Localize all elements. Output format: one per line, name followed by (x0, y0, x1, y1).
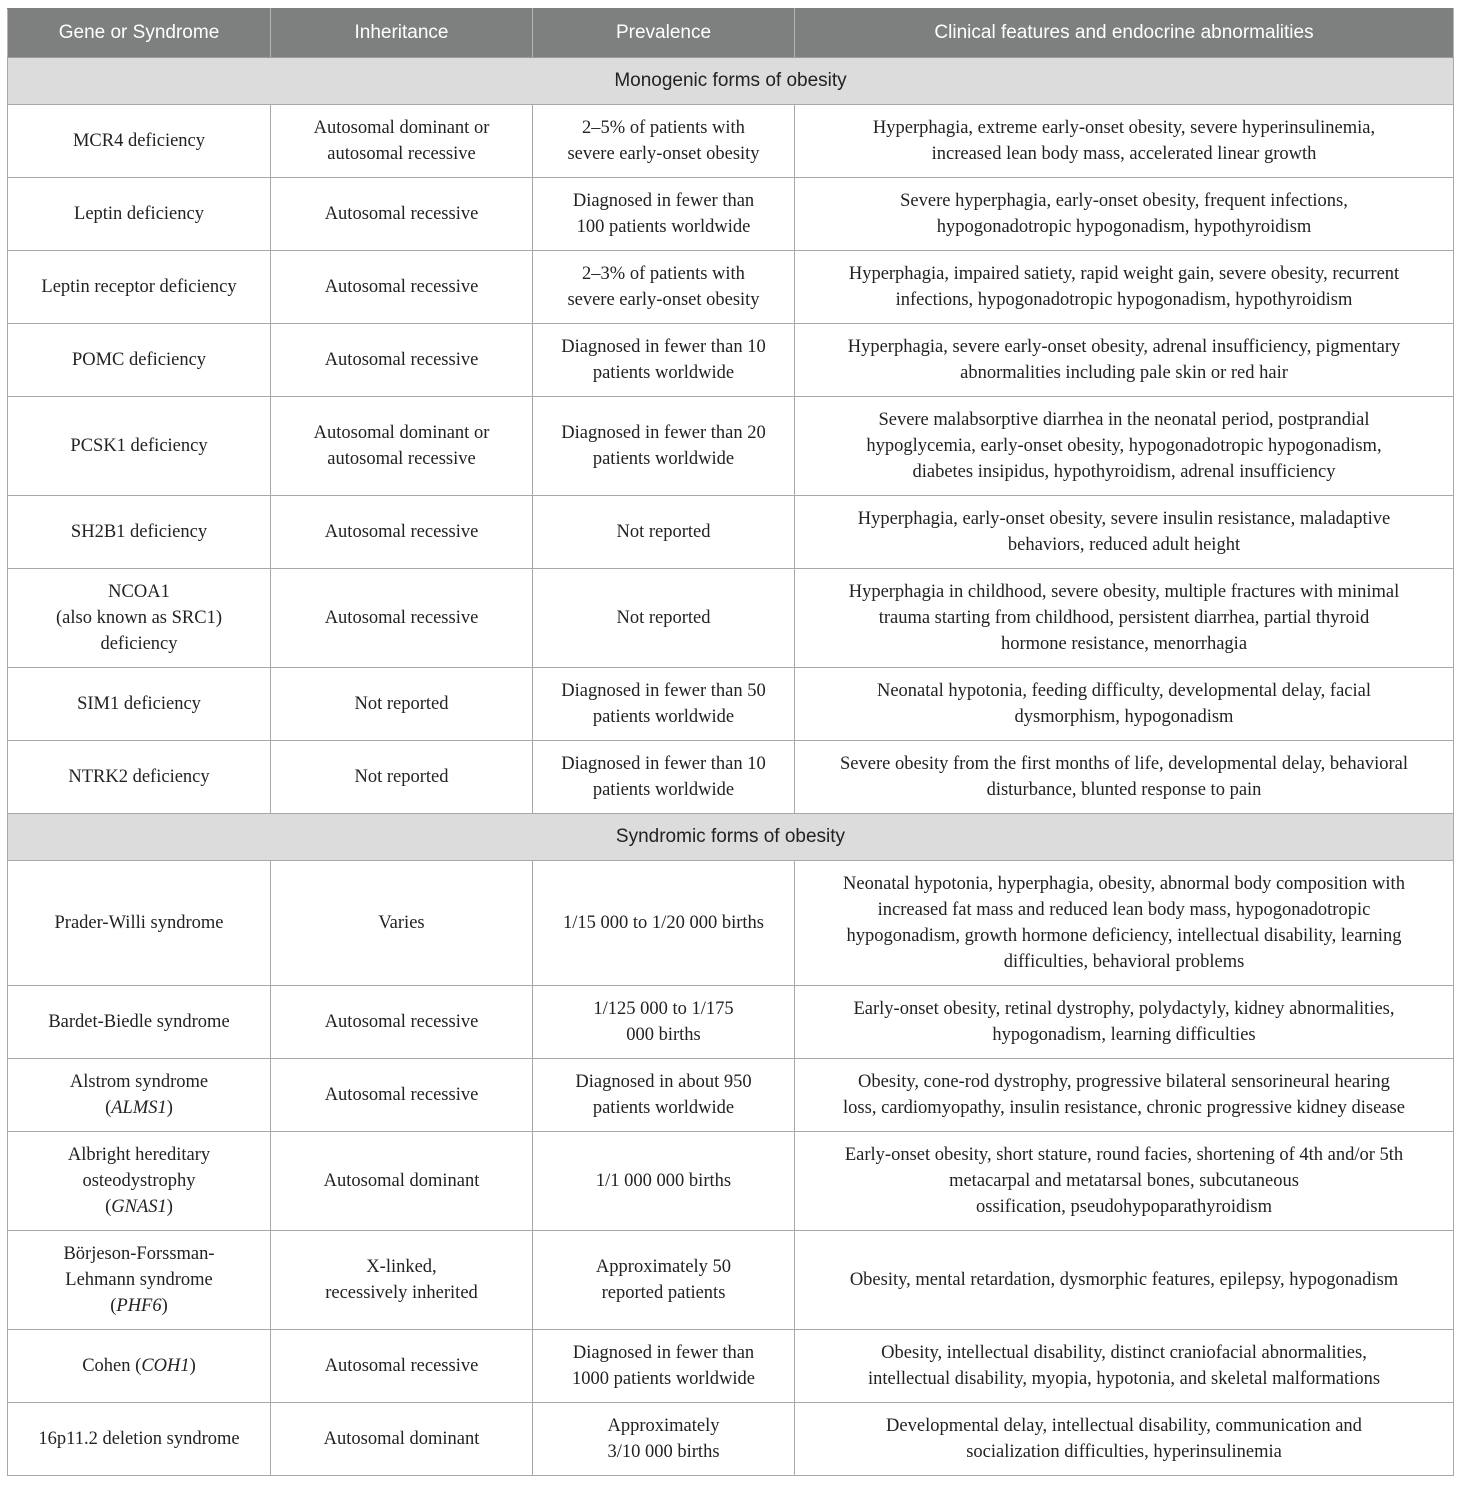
table-row (8, 861, 1454, 986)
gene-cell (8, 105, 271, 178)
cell-line: Autosomal recessive (324, 1012, 479, 1032)
cell-line: disturbance, blunted response to pain (986, 780, 1262, 800)
clinical-features-cell (795, 324, 1454, 397)
header-row (8, 9, 1454, 58)
cell-line: Obesity, mental retardation, dysmorphic features, epilepsy, hypogonadism (849, 1270, 1399, 1290)
gene-cell: Alstrom syndrome (ALMS1) (8, 1059, 271, 1132)
prevalence-cell (533, 251, 795, 324)
inheritance-cell (271, 496, 533, 569)
prevalence-cell (533, 397, 795, 496)
cell-line: Autosomal dominant (323, 1171, 480, 1191)
gene-cell (8, 324, 271, 397)
cell-line: Approximately (607, 1416, 720, 1436)
prevalence-cell (533, 569, 795, 668)
cell-line: Hyperphagia, impaired satiety, rapid weight gain, severe obesity, recurrent (848, 264, 1400, 284)
cell-line: trauma starting from childhood, persistent diarrhea, partial thyroid (878, 608, 1370, 628)
cell-line: Diagnosed in fewer than 20 (561, 423, 766, 443)
table-row (8, 251, 1454, 324)
inheritance-cell (271, 1403, 533, 1476)
cell-line: deficiency (100, 634, 178, 654)
cell-line: Obesity, cone-rod dystrophy, progressive bilateral sensorineural hearing (858, 1072, 1390, 1092)
prevalence-cell (533, 986, 795, 1059)
cell-line: 000 births (626, 1025, 701, 1045)
cell-line: Hyperphagia in childhood, severe obesity, multiple fractures with minimal (848, 582, 1400, 602)
cell-line: 2–5% of patients with (582, 118, 745, 138)
cell-line: intellectual disability, myopia, hypotonia, and skeletal malformations (867, 1369, 1381, 1389)
inheritance-cell (271, 1231, 533, 1330)
cell-line: 100 patients worldwide (576, 217, 751, 237)
cell-line: Diagnosed in fewer than 10 (561, 754, 766, 774)
cell-line: 3/10 000 births (607, 1442, 720, 1462)
header-inheritance: Inheritance (271, 9, 533, 58)
prevalence-cell (533, 496, 795, 569)
cell-line: Lehmann syndrome (65, 1270, 213, 1290)
header-gene: Gene or Syndrome (8, 9, 271, 58)
gene-cell: Börjeson-Forssman- Lehmann syndrome (PHF6) (8, 1231, 271, 1330)
cell-line: Autosomal recessive (324, 522, 479, 542)
cell-line: Börjeson-Forssman- (63, 1244, 215, 1264)
cell-line: increased fat mass and reduced lean body mass, hypogonadotropic (877, 900, 1371, 920)
cell-line: Autosomal recessive (324, 608, 479, 628)
cell-line: Autosomal recessive (324, 350, 479, 370)
clinical-features-cell (795, 569, 1454, 668)
clinical-features-cell (795, 741, 1454, 814)
table-row (8, 105, 1454, 178)
clinical-features-cell (795, 251, 1454, 324)
cell-line: Not reported (616, 522, 711, 542)
prevalence-cell (533, 1231, 795, 1330)
cell-line: Alstrom syndrome (69, 1072, 209, 1092)
prevalence-cell (533, 1403, 795, 1476)
cell-line: Autosomal recessive (324, 1356, 479, 1376)
table-row (8, 668, 1454, 741)
inheritance-cell (271, 1132, 533, 1231)
prevalence-cell (533, 668, 795, 741)
cell-line: PCSK1 deficiency (70, 436, 208, 456)
cell-line: Approximately 50 (595, 1257, 732, 1277)
gene-cell (8, 1403, 271, 1476)
cell-line: (also known as SRC1) (56, 608, 222, 628)
cell-line: Developmental delay, intellectual disability, communication and (886, 1416, 1362, 1436)
table-row (8, 986, 1454, 1059)
clinical-features-cell (795, 1231, 1454, 1330)
cell-line: Leptin deficiency (74, 204, 204, 224)
clinical-features-cell (795, 105, 1454, 178)
cell-line: autosomal recessive (327, 144, 476, 164)
clinical-features-cell (795, 668, 1454, 741)
clinical-features-cell (795, 397, 1454, 496)
table-row (8, 1231, 1454, 1330)
gene-cell: Cohen (COH1) (8, 1330, 271, 1403)
cell-line: Varies (378, 913, 425, 933)
cell-line: 16p11.2 deletion syndrome (38, 1429, 240, 1449)
clinical-features-cell (795, 1403, 1454, 1476)
table-row (8, 1330, 1454, 1403)
prevalence-cell (533, 178, 795, 251)
table-row (8, 1403, 1454, 1476)
clinical-features-cell (795, 178, 1454, 251)
cell-line: autosomal recessive (327, 449, 476, 469)
cell-line: ossification, pseudohypoparathyroidism (976, 1197, 1272, 1217)
cell-line: Diagnosed in fewer than (572, 1343, 755, 1363)
cell-line: hypoglycemia, early-onset obesity, hypogonadotropic hypogonadism, (866, 436, 1382, 456)
cell-line: severe early-onset obesity (567, 290, 760, 310)
cell-line: difficulties, behavioral problems (1003, 952, 1245, 972)
gene-symbol: ALMS1 (111, 1098, 167, 1118)
cell-line: Severe hyperphagia, early-onset obesity, frequent infections, (900, 191, 1348, 211)
cell-line: 1/15 000 to 1/20 000 births (563, 913, 764, 933)
cell-line: patients worldwide (592, 1098, 735, 1118)
cell-line: Autosomal dominant or (313, 423, 490, 443)
cell-line: reported patients (601, 1283, 726, 1303)
table-row (8, 178, 1454, 251)
cell-line: Diagnosed in fewer than 10 (561, 337, 766, 357)
clinical-features-cell (795, 1132, 1454, 1231)
cell-line: patients worldwide (592, 780, 735, 800)
cell-line: Autosomal dominant (323, 1429, 480, 1449)
cell-line: Diagnosed in fewer than (572, 191, 755, 211)
gene-cell (8, 251, 271, 324)
cell-line: 1/125 000 to 1/175 (593, 999, 734, 1019)
section-row (8, 58, 1454, 105)
cell-line: Neonatal hypotonia, hyperphagia, obesity, abnormal body composition with (843, 874, 1405, 894)
prevalence-cell (533, 1059, 795, 1132)
cell-line: patients worldwide (592, 449, 735, 469)
table-row (8, 324, 1454, 397)
section-title: Syndromic forms of obesity (8, 814, 1454, 861)
inheritance-cell (271, 569, 533, 668)
gene-cell (8, 496, 271, 569)
prevalence-cell (533, 324, 795, 397)
header-clinical-features: Clinical features and endocrine abnormalities (795, 9, 1454, 58)
cell-line: hypogonadotropic hypogonadism, hypothyroidism (936, 217, 1312, 237)
cell-line: Cohen (82, 1356, 131, 1376)
inheritance-cell (271, 178, 533, 251)
cell-line: Hyperphagia, early-onset obesity, severe insulin resistance, maladaptive (857, 509, 1391, 529)
cell-line: Leptin receptor deficiency (41, 277, 237, 297)
cell-line: Early-onset obesity, retinal dystrophy, polydactyly, kidney abnormalities, (853, 999, 1395, 1019)
cell-line: dysmorphism, hypogonadism (1014, 707, 1234, 727)
cell-line: Autosomal dominant or (313, 118, 490, 138)
table-row (8, 741, 1454, 814)
gene-cell: Albright hereditary osteodystrophy (GNAS1) (8, 1132, 271, 1231)
cell-line: 1/1 000 000 births (595, 1171, 732, 1191)
table-row (8, 569, 1454, 668)
table-body (8, 58, 1454, 1476)
prevalence-cell (533, 1132, 795, 1231)
cell-line: SIM1 deficiency (77, 694, 201, 714)
gene-cell (8, 861, 271, 986)
cell-line: patients worldwide (592, 707, 735, 727)
cell-line: Not reported (354, 694, 449, 714)
cell-line: Not reported (354, 767, 449, 787)
cell-line: Obesity, intellectual disability, distinct craniofacial abnormalities, (881, 1343, 1367, 1363)
cell-line: Albright hereditary (67, 1145, 211, 1165)
cell-line: infections, hypogonadotropic hypogonadism, hypothyroidism (895, 290, 1353, 310)
cell-line: SH2B1 deficiency (70, 522, 208, 542)
clinical-features-cell (795, 1059, 1454, 1132)
gene-symbol: COH1 (141, 1356, 190, 1376)
cell-line: diabetes insipidus, hypothyroidism, adrenal insufficiency (912, 462, 1336, 482)
cell-line: MCR4 deficiency (72, 131, 206, 151)
cell-line: recessively inherited (325, 1283, 478, 1303)
inheritance-cell (271, 668, 533, 741)
cell-line: metacarpal and metatarsal bones, subcutaneous (949, 1171, 1299, 1191)
cell-line: hypogonadism, growth hormone deficiency, intellectual disability, learning (846, 926, 1402, 946)
gene-cell (8, 178, 271, 251)
cell-line: Severe malabsorptive diarrhea in the neonatal period, postprandial (878, 410, 1370, 430)
cell-line: NCOA1 (108, 582, 170, 602)
prevalence-cell (533, 105, 795, 178)
table-row (8, 397, 1454, 496)
table-row (8, 1132, 1454, 1231)
cell-line: Hyperphagia, severe early-onset obesity, adrenal insufficiency, pigmentary (847, 337, 1401, 357)
inheritance-cell (271, 105, 533, 178)
cell-line: osteodystrophy (82, 1171, 196, 1191)
clinical-features-cell (795, 496, 1454, 569)
header-prevalence: Prevalence (533, 9, 795, 58)
clinical-features-cell (795, 1330, 1454, 1403)
cell-line: Prader-Willi syndrome (54, 913, 224, 933)
cell-line: X-linked, (366, 1257, 437, 1277)
cell-line: Not reported (616, 608, 711, 628)
cell-line: loss, cardiomyopathy, insulin resistance, chronic progressive kidney disease (843, 1098, 1405, 1118)
inheritance-cell (271, 986, 533, 1059)
inheritance-cell (271, 861, 533, 986)
table-header (8, 9, 1454, 58)
cell-line: increased lean body mass, accelerated linear growth (931, 144, 1317, 164)
gene-cell (8, 741, 271, 814)
cell-line: Autosomal recessive (324, 1085, 479, 1105)
cell-line: 2–3% of patients with (582, 264, 745, 284)
clinical-features-cell (795, 986, 1454, 1059)
gene-symbol: GNAS1 (111, 1197, 167, 1217)
table-row (8, 1059, 1454, 1132)
cell-line: Autosomal recessive (324, 204, 479, 224)
prevalence-cell (533, 741, 795, 814)
gene-cell (8, 569, 271, 668)
cell-line: abnormalities including pale skin or red hair (960, 363, 1288, 383)
prevalence-cell (533, 1330, 795, 1403)
cell-line: Early-onset obesity, short stature, round facies, shortening of 4th and/or 5th (844, 1145, 1404, 1165)
section-title: Monogenic forms of obesity (8, 58, 1454, 105)
gene-symbol: PHF6 (116, 1296, 162, 1316)
section-row (8, 814, 1454, 861)
clinical-features-cell (795, 861, 1454, 986)
cell-line: Neonatal hypotonia, feeding difficulty, developmental delay, facial (876, 681, 1371, 701)
cell-line: Autosomal recessive (324, 277, 479, 297)
inheritance-cell (271, 251, 533, 324)
obesity-genes-table (7, 8, 1454, 1476)
cell-line: POMC deficiency (71, 350, 207, 370)
inheritance-cell (271, 1330, 533, 1403)
inheritance-cell (271, 1059, 533, 1132)
cell-line: behaviors, reduced adult height (1007, 535, 1241, 555)
cell-line: severe early-onset obesity (567, 144, 760, 164)
table-row (8, 496, 1454, 569)
cell-line: Bardet-Biedle syndrome (48, 1012, 230, 1032)
inheritance-cell (271, 397, 533, 496)
gene-cell (8, 397, 271, 496)
cell-line: hormone resistance, menorrhagia (1000, 634, 1248, 654)
cell-line: 1000 patients worldwide (572, 1369, 755, 1389)
inheritance-cell (271, 324, 533, 397)
cell-line: NTRK2 deficiency (68, 767, 210, 787)
cell-line: Hyperphagia, extreme early-onset obesity, severe hyperinsulinemia, (872, 118, 1376, 138)
gene-cell (8, 668, 271, 741)
gene-cell (8, 986, 271, 1059)
inheritance-cell (271, 741, 533, 814)
cell-line: Diagnosed in fewer than 50 (561, 681, 766, 701)
prevalence-cell (533, 861, 795, 986)
cell-line: Severe obesity from the first months of life, developmental delay, behavioral (839, 754, 1409, 774)
cell-line: socialization difficulties, hyperinsulinemia (966, 1442, 1282, 1462)
cell-line: patients worldwide (592, 363, 735, 383)
cell-line: Diagnosed in about 950 (575, 1072, 752, 1092)
cell-line: hypogonadism, learning difficulties (992, 1025, 1256, 1045)
